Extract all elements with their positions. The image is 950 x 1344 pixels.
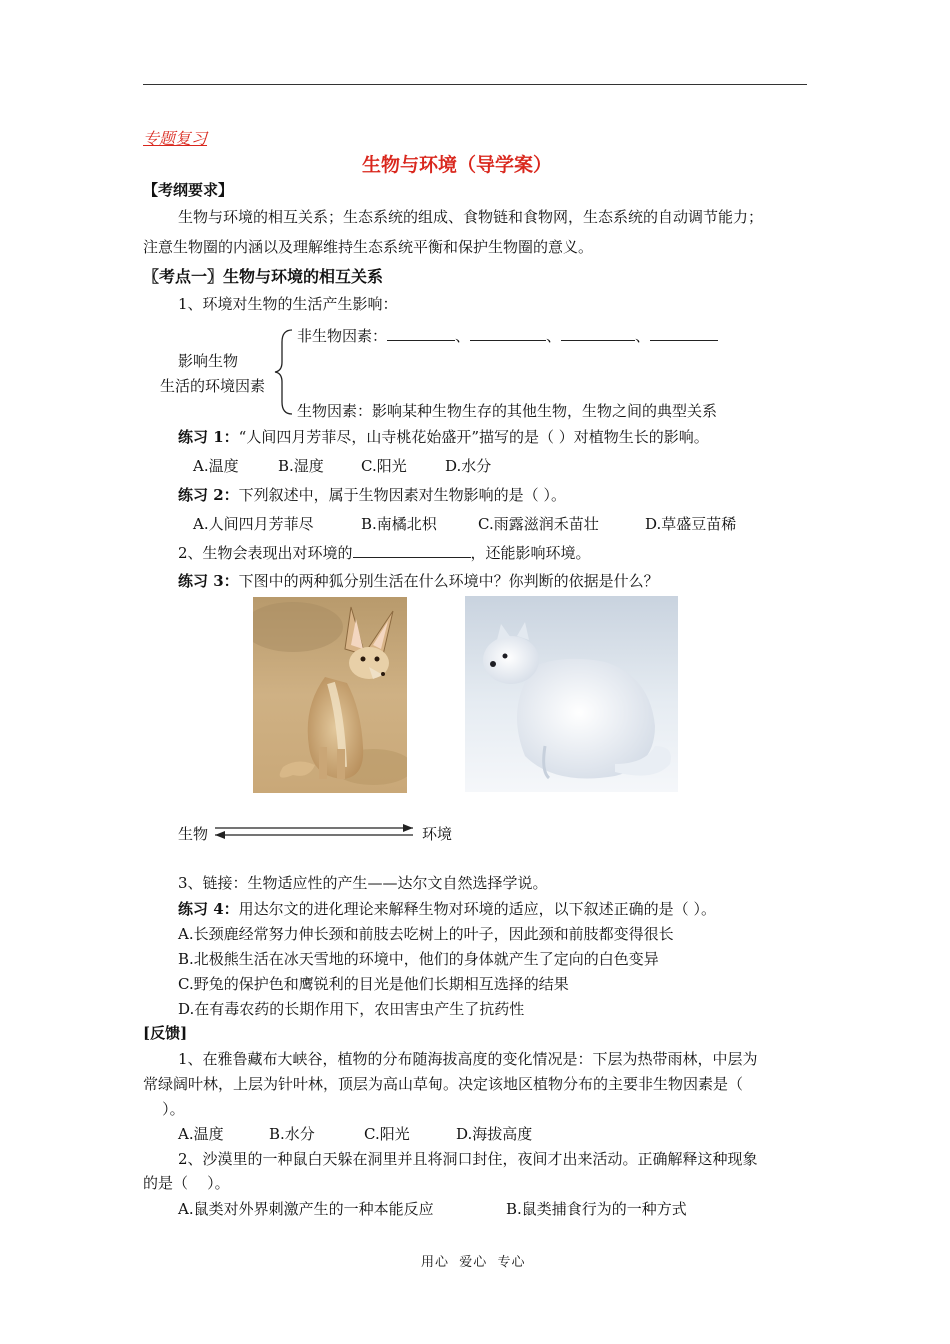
abiotic-label: 非生物因素： xyxy=(297,327,388,345)
item-3: 3、链接：生物适应性的产生——达尔文自然选择学说。 xyxy=(178,874,548,892)
exercise-1-label: 练习 1： xyxy=(178,428,239,446)
exercise-1-option-c: C.阳光 xyxy=(361,457,407,475)
exercise-4-option-a: A.长颈鹿经常努力伸长颈和前肢去吃树上的叶子，因此颈和前肢都变得很长 xyxy=(178,925,674,943)
exercise-2-label: 练习 2： xyxy=(178,486,239,504)
brace-icon xyxy=(272,328,296,416)
exercise-3 xyxy=(178,570,659,591)
exercise-3-text: 下图中的两种狐分别生活在什么环境中？你判断的依据是什么？ xyxy=(238,572,659,590)
exercise-2-option-d: D.草盛豆苗稀 xyxy=(645,515,737,533)
feedback-q1-line-1: 1、在雅鲁藏布大峡谷，植物的分布随海拔高度的变化情况是：下层为热带雨林，中层为 xyxy=(178,1050,758,1068)
separator: 、 xyxy=(546,327,562,345)
section-heading-kaodian-1: 〖考点一〗生物与环境的相互关系 xyxy=(143,267,384,286)
feedback-q1-option-d: D.海拔高度 xyxy=(456,1125,533,1143)
topic-tag: 专题复习 xyxy=(143,129,208,148)
feedback-q2-option-b: B.鼠类捕食行为的一种方式 xyxy=(506,1200,687,1218)
page-title: 生物与环境（导学案） xyxy=(362,154,553,176)
item-2 xyxy=(178,542,591,563)
brace-label-2: 生活的环境因素 xyxy=(160,377,266,395)
page-footer: 用心 爱心 专心 xyxy=(421,1255,526,1270)
feedback-q1-option-a: A.温度 xyxy=(178,1125,224,1143)
item-2-text-b: ，还能影响环境。 xyxy=(470,544,591,562)
item-1: 1、环境对生物的生活产生影响： xyxy=(178,295,398,313)
feedback-q2-line-1: 2、沙漠里的一种鼠白天躲在洞里并且将洞口封住，夜间才出来活动。正确解释这种现象 xyxy=(178,1150,758,1168)
arctic-fox-photo xyxy=(465,596,678,792)
abiotic-factors-line xyxy=(297,325,718,346)
exercise-1-text: “人间四月芳菲尽，山寺桃花始盛开”描写的是（ ）对植物生长的影响。 xyxy=(238,428,709,446)
double-arrow-icon xyxy=(209,822,419,842)
item-2-text-a: 2、生物会表现出对环境的 xyxy=(178,544,353,562)
exercise-1 xyxy=(178,426,709,447)
exercise-2-option-b: B.南橘北枳 xyxy=(361,515,437,533)
blank-4 xyxy=(650,328,718,341)
desert-fox-photo xyxy=(253,597,407,793)
exercise-4 xyxy=(178,898,716,919)
exercise-1-option-d: D.水分 xyxy=(445,457,492,475)
feedback-q2-line-2: 的是（ ）。 xyxy=(143,1174,230,1192)
feedback-q1-line-2: 常绿阔叶林，上层为针叶林，顶层为高山草甸。决定该地区植物分布的主要非生物因素是（ xyxy=(143,1075,744,1093)
exercise-4-option-d: D.在有毒农药的长期作用下，农田害虫产生了抗药性 xyxy=(178,1000,525,1018)
exercise-1-option-b: B.湿度 xyxy=(278,457,324,475)
exercise-4-text: 用达尔文的进化理论来解释生物对环境的适应，以下叙述正确的是（ ）。 xyxy=(238,900,716,918)
organism-label: 生物 xyxy=(178,825,209,843)
requirements-heading: 【考纲要求】 xyxy=(143,181,234,199)
exercise-4-label: 练习 4： xyxy=(178,900,239,918)
feedback-q2-option-a: A.鼠类对外界刺激产生的一种本能反应 xyxy=(178,1200,434,1218)
blank-3 xyxy=(561,328,635,341)
brace-label-1: 影响生物 xyxy=(178,352,239,370)
separator: 、 xyxy=(455,327,471,345)
exercise-1-option-a: A.温度 xyxy=(193,457,239,475)
header-rule xyxy=(143,84,807,85)
exercise-3-label: 练习 3： xyxy=(178,572,239,590)
requirements-line-2: 注意生物圈的内涵以及理解维持生态系统平衡和保护生物圈的意义。 xyxy=(143,238,594,256)
exercise-2-option-a: A.人间四月芳菲尽 xyxy=(193,515,314,533)
feedback-q1-option-b: B.水分 xyxy=(269,1125,315,1143)
exercise-4-option-b: B.北极熊生活在冰天雪地的环境中，他们的身体就产生了定向的白色变异 xyxy=(178,950,659,968)
feedback-q1-option-c: C.阳光 xyxy=(364,1125,410,1143)
exercise-2-option-c: C.雨露滋润禾苗壮 xyxy=(478,515,599,533)
separator: 、 xyxy=(635,327,651,345)
exercise-4-option-c: C.野兔的保护色和鹰锐利的目光是他们长期相互选择的结果 xyxy=(178,975,569,993)
feedback-heading: [反馈] xyxy=(143,1024,188,1042)
exercise-2-text: 下列叙述中，属于生物因素对生物影响的是（ ）。 xyxy=(238,486,566,504)
feedback-q1-line-3: ）。 xyxy=(143,1100,185,1118)
biotic-factors-line: 生物因素：影响某种生物生存的其他生物，生物之间的典型关系 xyxy=(297,402,718,420)
requirements-line-1: 生物与环境的相互关系；生态系统的组成、食物链和食物网，生态系统的自动调节能力； xyxy=(178,208,764,226)
blank-2 xyxy=(470,328,546,341)
blank-adaptation xyxy=(353,545,471,558)
environment-label: 环境 xyxy=(422,825,453,843)
blank-1 xyxy=(387,328,455,341)
exercise-2 xyxy=(178,484,566,505)
